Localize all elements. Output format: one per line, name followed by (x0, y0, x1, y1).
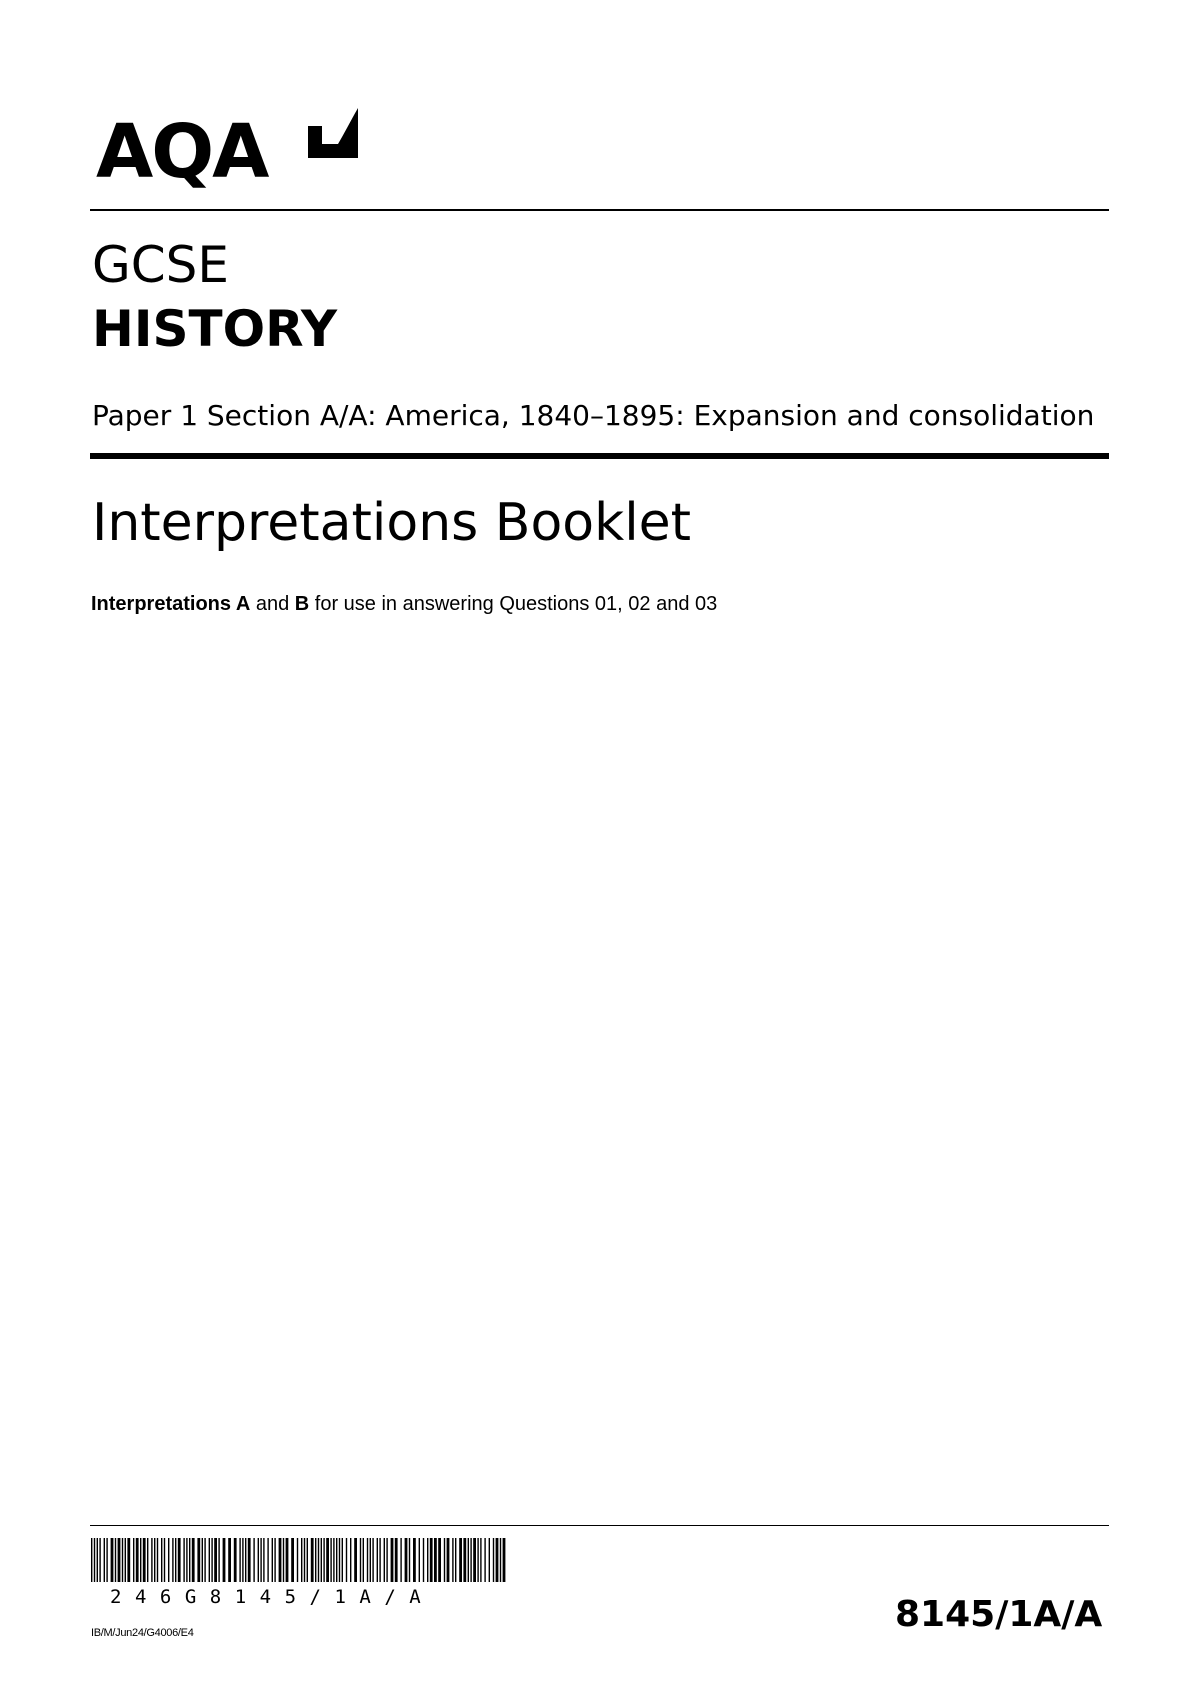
barcode-bar (354, 1538, 357, 1582)
paper-code: 8145/1A/A (895, 1594, 1103, 1635)
barcode-bar (209, 1538, 210, 1582)
barcode-bar (245, 1538, 246, 1582)
barcode-bar (279, 1538, 282, 1582)
barcode-bar (444, 1538, 445, 1582)
barcode-bar (183, 1538, 184, 1582)
barcode-bar (122, 1538, 123, 1582)
barcode-bar (493, 1538, 494, 1582)
subject-title: HISTORY (92, 300, 338, 358)
booklet-title: Interpretations Booklet (92, 493, 692, 553)
barcode-bar (459, 1538, 462, 1582)
barcode-bar (346, 1538, 347, 1582)
barcode-bar (242, 1538, 243, 1582)
instruction-text (91, 590, 717, 618)
barcode-bar (315, 1538, 316, 1582)
barcode-bar (452, 1538, 453, 1582)
barcode-bar (484, 1538, 485, 1582)
barcode-bar (286, 1538, 289, 1582)
barcode-bar (468, 1538, 469, 1582)
barcode-bar (400, 1538, 401, 1582)
barcode-bar (473, 1538, 476, 1582)
barcode-bar (372, 1538, 373, 1582)
barcode-bar (503, 1538, 506, 1582)
barcode-bar (350, 1538, 351, 1582)
leaf-logo-icon (304, 104, 362, 162)
instruction-text-4: for use in answering Questions 01, 02 and 03 (309, 593, 718, 615)
barcode-bar (500, 1538, 501, 1582)
barcode-bar (291, 1538, 294, 1582)
barcode-bar (419, 1538, 420, 1582)
barcode-bar (157, 1538, 158, 1582)
barcode-bar (94, 1538, 95, 1582)
barcode-bar (172, 1538, 173, 1582)
barcode-bar (168, 1538, 169, 1582)
barcode-bar (274, 1538, 275, 1582)
barcode-bar (386, 1538, 387, 1582)
barcode-bar (409, 1538, 410, 1582)
barcode-bar (178, 1538, 181, 1582)
thick-rule (90, 453, 1109, 459)
barcode-bar (318, 1538, 319, 1582)
barcode-bar (283, 1538, 284, 1582)
barcode-digits: 246G8145/1A/A (110, 1586, 435, 1608)
barcode-bar (104, 1538, 105, 1582)
barcode-bar (204, 1538, 205, 1582)
barcode-bar (311, 1538, 314, 1582)
barcode-bar (125, 1538, 126, 1582)
barcode-bar (248, 1538, 251, 1582)
barcode-bar (115, 1538, 116, 1582)
barcode-bar (239, 1538, 240, 1582)
barcode-bar (192, 1538, 195, 1582)
barcode-bar (427, 1538, 428, 1582)
barcode-bar (140, 1538, 141, 1582)
barcode-bar (304, 1538, 305, 1582)
barcode-bar (455, 1538, 456, 1582)
document-reference: IB/M/Jun24/G4006/E4 (91, 1627, 194, 1639)
barcode-bar (330, 1538, 331, 1582)
barcode-bar (161, 1538, 162, 1582)
barcode-bar (175, 1538, 176, 1582)
barcode-bar (321, 1538, 322, 1582)
qualification-label: GCSE (92, 236, 229, 294)
barcode-bar (297, 1538, 298, 1582)
barcode-bar (263, 1538, 264, 1582)
barcode-bar (136, 1538, 139, 1582)
barcode-bar (430, 1538, 433, 1582)
barcode-bar (423, 1538, 424, 1582)
barcode-bar (360, 1538, 361, 1582)
barcode-bar (480, 1538, 481, 1582)
barcode-bar (106, 1538, 107, 1582)
barcode-bar (405, 1538, 408, 1582)
barcode-bar (118, 1538, 121, 1582)
barcode-bar (447, 1538, 450, 1582)
barcode-bar (214, 1538, 217, 1582)
barcode-bar (154, 1538, 155, 1582)
barcode-bar (99, 1538, 100, 1582)
barcode-bar (97, 1538, 98, 1582)
barcode-bar (438, 1538, 441, 1582)
barcode-bar (489, 1538, 490, 1582)
barcode-bar (379, 1538, 380, 1582)
barcode-bar (463, 1538, 466, 1582)
bottom-rule (90, 1525, 1109, 1526)
instruction-bold-1: Interpretations A (91, 593, 251, 615)
barcode-bar (434, 1538, 437, 1582)
barcode-bar (228, 1538, 231, 1582)
barcode-bar (267, 1538, 268, 1582)
barcode-bar (258, 1538, 259, 1582)
barcode-bar (333, 1538, 334, 1582)
barcode-bar (127, 1538, 130, 1582)
barcode-bar (151, 1538, 152, 1582)
barcode-bar (477, 1538, 478, 1582)
barcode-bar (377, 1538, 378, 1582)
barcode-bar (186, 1538, 187, 1582)
logo-text: AQA (96, 109, 268, 195)
barcode-bar (202, 1538, 203, 1582)
barcode-bar (370, 1538, 371, 1582)
barcode-bar (367, 1538, 368, 1582)
barcode-bar (197, 1538, 200, 1582)
barcode-bar (342, 1538, 343, 1582)
barcode-bar (326, 1538, 329, 1582)
barcode-bar (307, 1538, 308, 1582)
barcode-image (91, 1538, 506, 1582)
barcode-bar (395, 1538, 398, 1582)
barcode-bar (413, 1538, 416, 1582)
barcode-bar (111, 1538, 114, 1582)
barcode-bar (260, 1538, 261, 1582)
barcode-bar (189, 1538, 190, 1582)
barcode-bar (301, 1538, 302, 1582)
barcode-bar (253, 1538, 254, 1582)
barcode-bar (272, 1538, 273, 1582)
barcode-bar (363, 1538, 364, 1582)
top-rule (90, 209, 1109, 211)
barcode-bar (143, 1538, 146, 1582)
barcode-bar (218, 1538, 219, 1582)
barcode-bar (164, 1538, 165, 1582)
paper-title: Paper 1 Section A/A: America, 1840–1895: Expansion and consolidation (92, 399, 1095, 432)
instruction-text-2: and (250, 593, 295, 615)
instruction-bold-3: B (294, 593, 310, 615)
barcode-bar (234, 1538, 237, 1582)
barcode-bar (223, 1538, 226, 1582)
barcode-bar (339, 1538, 340, 1582)
barcode-bar (391, 1538, 394, 1582)
barcode-bar (336, 1538, 337, 1582)
aqa-logo (96, 107, 267, 197)
barcode-bar (323, 1538, 324, 1582)
barcode-bar (133, 1538, 134, 1582)
barcode-bar (147, 1538, 148, 1582)
barcode-bar (470, 1538, 471, 1582)
barcode-bar (211, 1538, 212, 1582)
barcode-bar (91, 1538, 92, 1582)
barcode-bar (384, 1538, 385, 1582)
barcode-bar (496, 1538, 499, 1582)
